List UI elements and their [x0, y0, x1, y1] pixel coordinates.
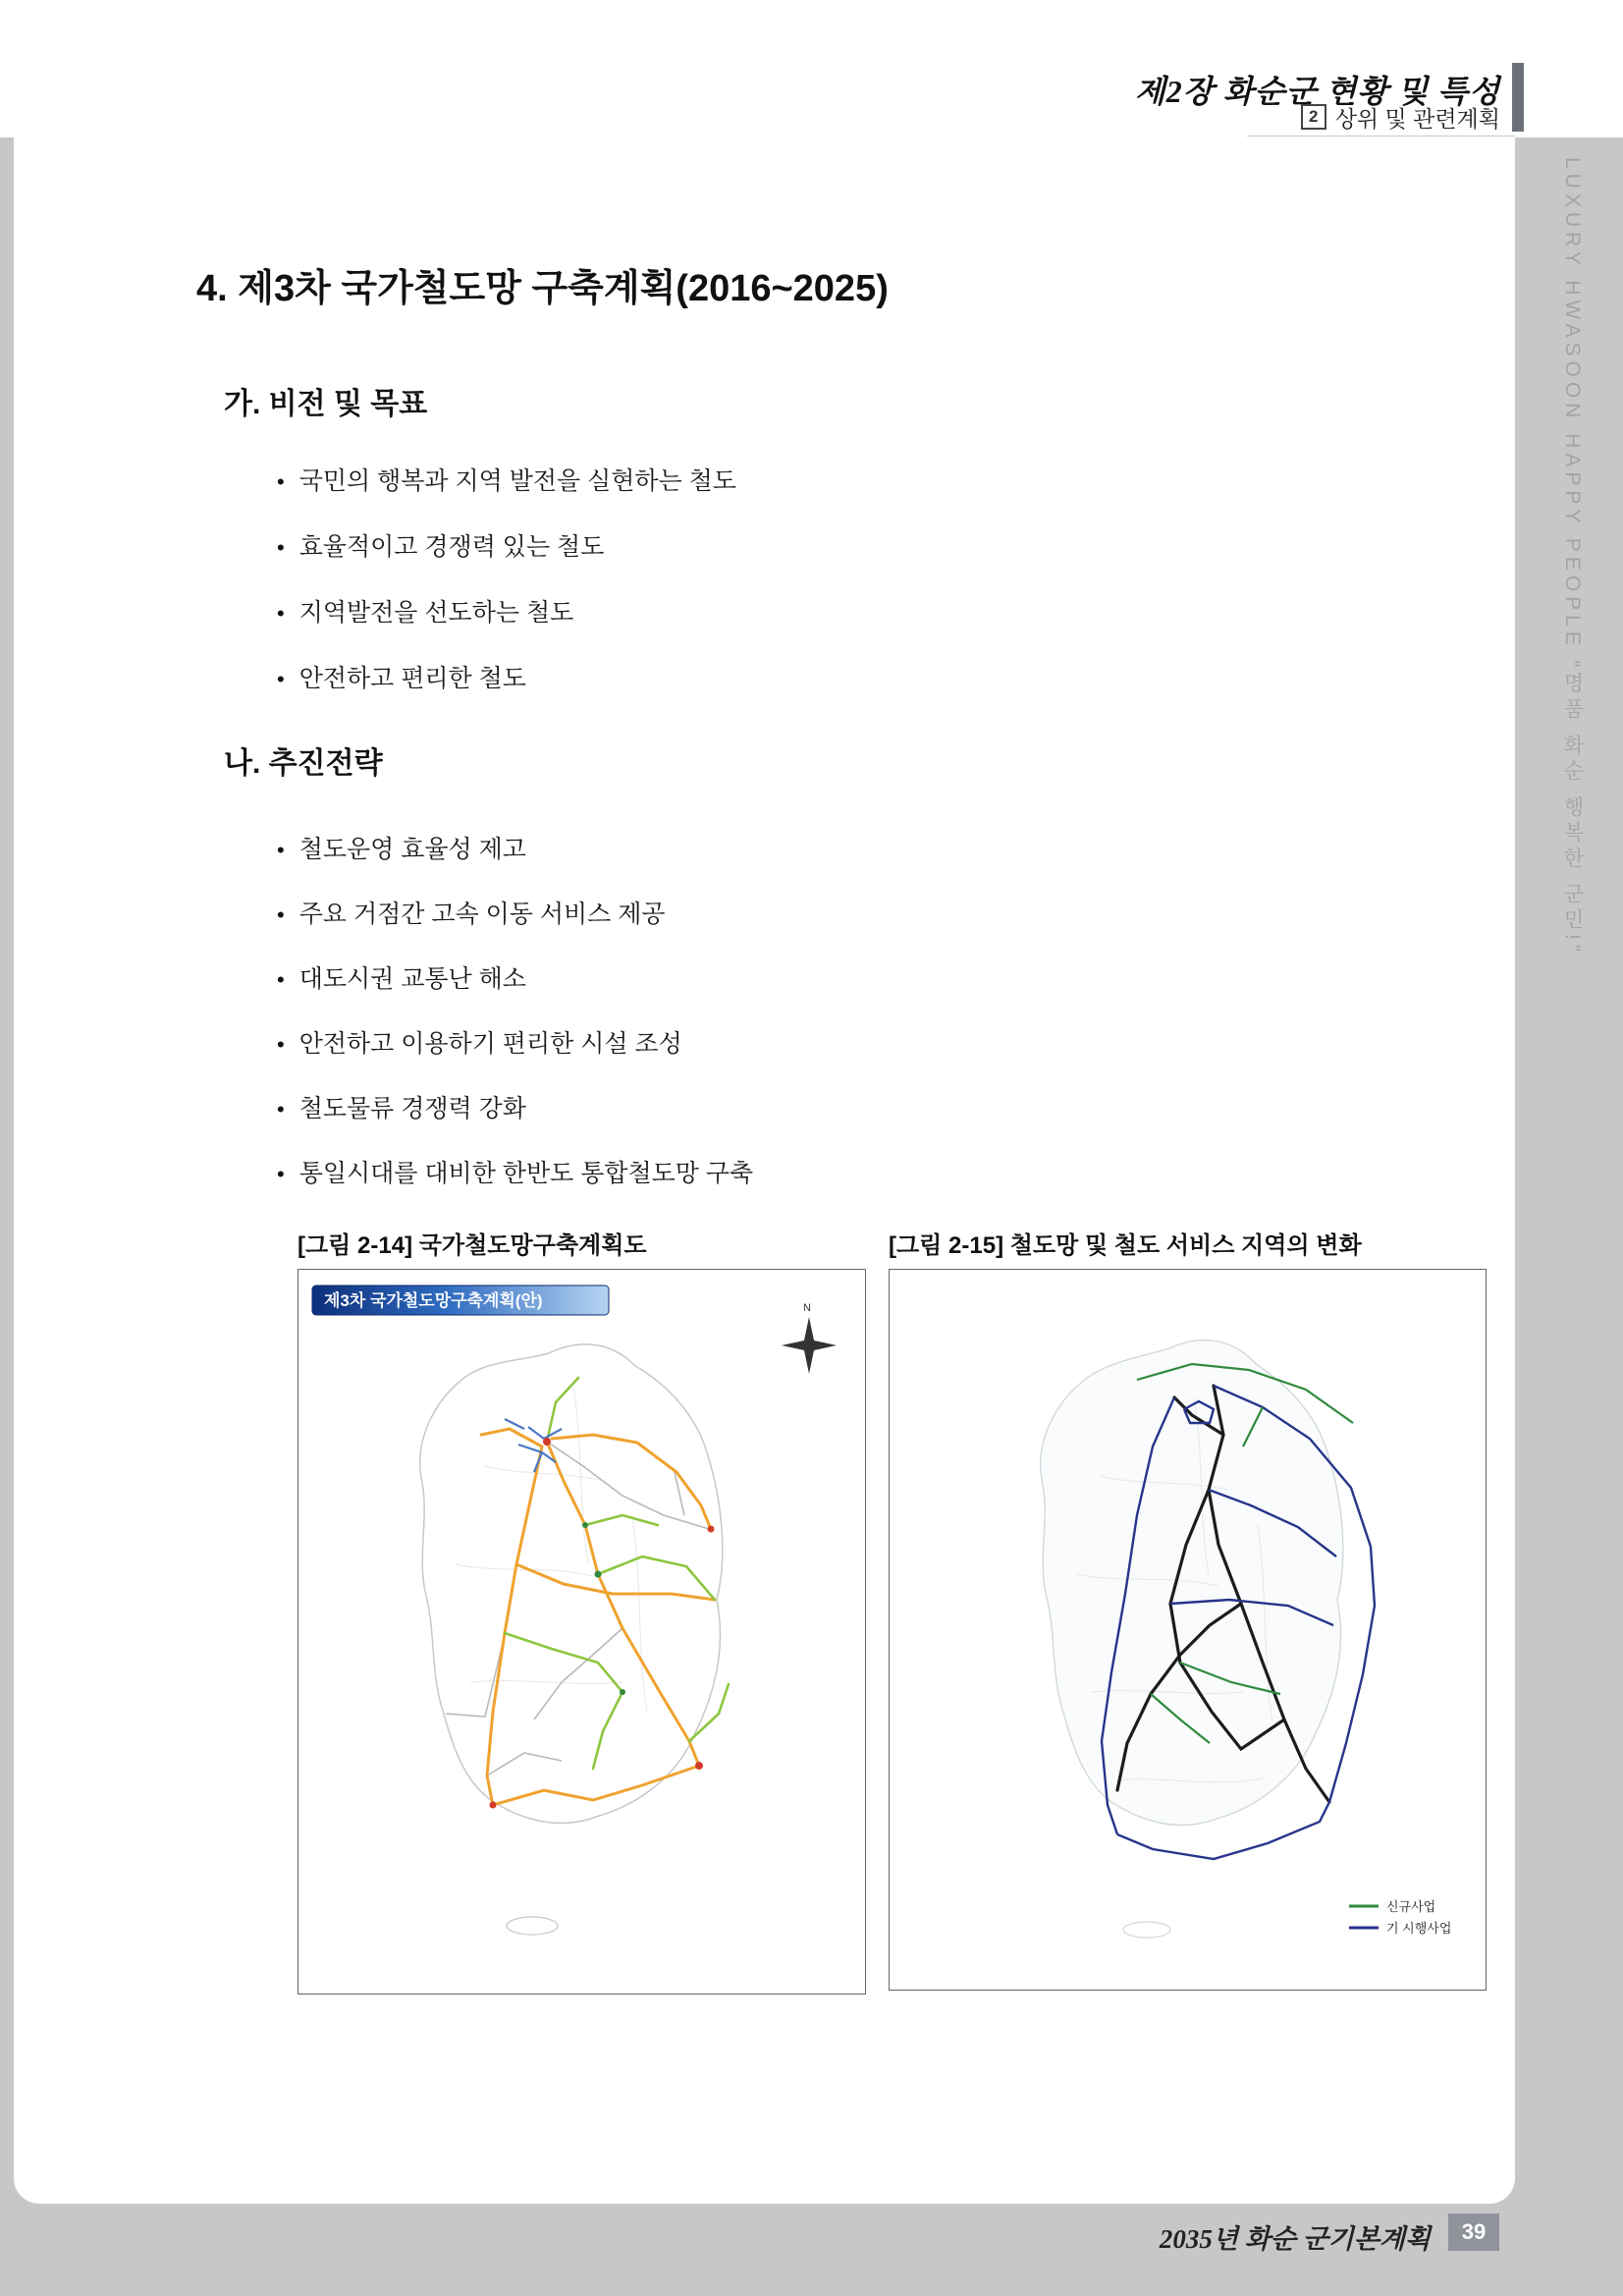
map-legend — [1349, 1899, 1451, 1936]
section-heading-vision: 가. 비전 및 목표 — [224, 388, 428, 420]
bullet-icon: • — [277, 469, 285, 494]
bullet-item — [277, 527, 604, 563]
bullet-item — [277, 593, 573, 629]
bullet-item — [277, 959, 526, 995]
bullet-text: 주요 거점간 고속 이동 서비스 제공 — [298, 901, 666, 928]
bullet-item — [277, 830, 526, 865]
footer-plan-title: 2035년 화순 군기본계획 — [1159, 2224, 1431, 2254]
bullet-item — [277, 462, 736, 497]
compass-n-label: N — [803, 1302, 811, 1314]
bullet-icon: • — [277, 1032, 285, 1057]
map-banner-title: 제3차 국가철도망구축계획(안) — [324, 1291, 543, 1310]
bullet-item — [277, 1024, 682, 1060]
bullet-icon: • — [277, 1097, 285, 1121]
bullet-text: 효율적이고 경쟁력 있는 철도 — [298, 533, 605, 561]
bullet-text: 대도시권 교통난 해소 — [298, 965, 526, 993]
bullet-icon: • — [277, 838, 285, 862]
korea-outline — [420, 1344, 723, 1935]
bullet-text: 지역발전을 선도하는 철도 — [298, 599, 574, 627]
bullet-icon: • — [277, 667, 285, 691]
bullet-text: 국민의 행복과 지역 발전을 실현하는 철도 — [298, 467, 736, 495]
legend-label-existing: 기 시행사업 — [1386, 1921, 1452, 1936]
legend-label-new: 신규사업 — [1386, 1899, 1436, 1914]
bullet-icon: • — [277, 1162, 285, 1186]
bullet-text: 철도물류 경쟁력 강화 — [298, 1095, 526, 1122]
figure-caption-2-15: [그림 2-15] 철도망 및 철도 서비스 지역의 변화 — [889, 1232, 1362, 1259]
rail-service-change-map — [890, 1270, 1486, 1990]
figure-2-15-map — [889, 1269, 1487, 1991]
national-rail-plan-map — [298, 1270, 865, 1994]
bullet-item — [277, 1089, 526, 1124]
section-breadcrumb — [1301, 102, 1500, 132]
bullet-icon: • — [277, 967, 285, 992]
compass-icon — [782, 1302, 837, 1374]
bullet-icon: • — [277, 535, 285, 560]
figure-caption-2-14: [그림 2-14] 국가철도망구축계획도 — [298, 1232, 647, 1259]
bullet-text: 통일시대를 대비한 한반도 통합철도망 구축 — [298, 1160, 754, 1187]
bullet-item — [277, 659, 526, 694]
map-title-banner — [312, 1285, 609, 1315]
bullet-text: 철도운영 효율성 제고 — [298, 836, 526, 863]
bullet-text: 안전하고 편리한 철도 — [298, 665, 526, 692]
side-slogan: LUXURY HWASOON HAPPY PEOPLE “명품 화순 행복한 군민!” — [1561, 157, 1584, 957]
bullet-icon: • — [277, 902, 285, 927]
page-number: 39 — [1448, 2214, 1499, 2251]
page-title: 4. 제3차 국가철도망 구축계획(2016~2025) — [196, 268, 889, 309]
header-divider — [1247, 136, 1515, 137]
bullet-item — [277, 895, 666, 930]
figure-2-14-map — [298, 1269, 866, 1995]
header-accent-bar — [1512, 63, 1524, 132]
bullet-item — [277, 1154, 753, 1189]
chapter-title: 제2장 화순군 현황 및 특성 — [1134, 74, 1500, 109]
section-number-badge: 2 — [1301, 104, 1326, 130]
bullet-icon: • — [277, 601, 285, 626]
section-heading-strategy: 나. 추진전략 — [224, 747, 383, 780]
bullet-text: 안전하고 이용하기 편리한 시설 조성 — [298, 1030, 682, 1058]
section-label: 상위 및 관련계획 — [1334, 105, 1500, 132]
